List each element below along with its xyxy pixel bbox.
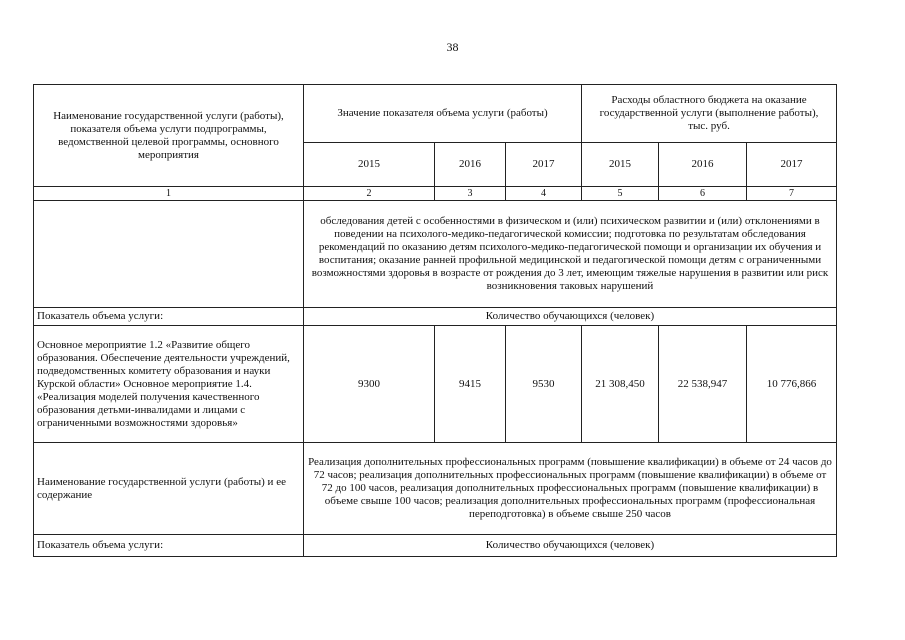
service-text: Реализация дополнительных профессиональных программ (повышение квалификации) в объеме от 24 часов до 72 часов; реализация дополнительных профессиональных программ (повышение квалификации) в объеме от 72 до 100 часов, реализация дополнительных профессиональных программ (повышение квалификации) в объеме свыше 100 часов; реализация дополнительных профессиональных программ (профессиональная переподготовка) в объеме свыше 250 часов xyxy=(304,443,837,535)
year-cell: 2016 xyxy=(435,143,506,187)
measure-value: 10 776,866 xyxy=(747,326,837,443)
continuation-row xyxy=(34,201,837,308)
year-cell: 2016 xyxy=(659,143,747,187)
indicator-label: Показатель объема услуги: xyxy=(34,535,304,557)
index-cell: 5 xyxy=(582,187,659,201)
header-expenses-title: Расходы областного бюджета на оказание государственной услуги (выполнение работы), xyxy=(599,94,819,119)
service-row xyxy=(34,443,837,535)
header-value-cell: Значение показателя объема услуги (работы) xyxy=(304,85,582,143)
measure-text: Основное мероприятие 1.2 «Развитие общего образования. Обеспечение деятельности учреждений, подведомственных комитету образования и науки Курской области» Основное мероприятие 1.4. «Реализация моделей получения качественного образования детьми-инвалидами и лицами с ограниченными возможностями здоровья» xyxy=(34,326,304,443)
index-cell: 2 xyxy=(304,187,435,201)
year-cell: 2015 xyxy=(304,143,435,187)
indicator-label: Показатель объема услуги: xyxy=(34,308,304,326)
indicator-row xyxy=(34,535,837,557)
index-row xyxy=(34,187,837,201)
measure-value: 9300 xyxy=(304,326,435,443)
indicator-row xyxy=(34,308,837,326)
index-cell: 3 xyxy=(435,187,506,201)
measure-value: 21 308,450 xyxy=(582,326,659,443)
measure-value: 9415 xyxy=(435,326,506,443)
budget-table xyxy=(33,84,837,557)
indicator-value: Количество обучающихся (человек) xyxy=(304,308,837,326)
measure-value: 22 538,947 xyxy=(659,326,747,443)
index-cell: 6 xyxy=(659,187,747,201)
year-cell: 2017 xyxy=(506,143,582,187)
index-cell: 7 xyxy=(747,187,837,201)
indicator-value: Количество обучающихся (человек) xyxy=(304,535,837,557)
measure-value: 9530 xyxy=(506,326,582,443)
index-cell: 4 xyxy=(506,187,582,201)
page-number: 38 xyxy=(446,40,459,54)
year-cell: 2015 xyxy=(582,143,659,187)
index-cell: 1 xyxy=(34,187,304,201)
header-expenses-unit: тыс. руб. xyxy=(688,120,730,132)
service-label: Наименование государственной услуги (работы) и ее содержание xyxy=(34,443,304,535)
measure-row xyxy=(34,326,837,443)
header-row xyxy=(34,85,837,143)
year-cell: 2017 xyxy=(747,143,837,187)
header-name-cell: Наименование государственной услуги (работы), показателя объема услуги подпрограммы, ведомственной целевой программы, основного мероприятия xyxy=(34,85,304,187)
continuation-text: обследования детей с особенностями в физическом и (или) психическом развитии и (или) отклонениями в поведении на психолого-медико-педагогической комиссии; подготовка по результатам обследования рекомендаций по оказанию детям психолого-медико-педагогической помощи и организации их обучения и воспитания; оказание ранней профильной медицинской и педагогической помощи детям с ограниченными возможностями здоровья в возрасте от рождения до 3 лет, имеющим тяжелые нарушения в развитии или риск возникновения таковых нарушений xyxy=(304,201,837,308)
empty-cell xyxy=(34,201,304,308)
header-expenses-cell xyxy=(582,85,837,143)
